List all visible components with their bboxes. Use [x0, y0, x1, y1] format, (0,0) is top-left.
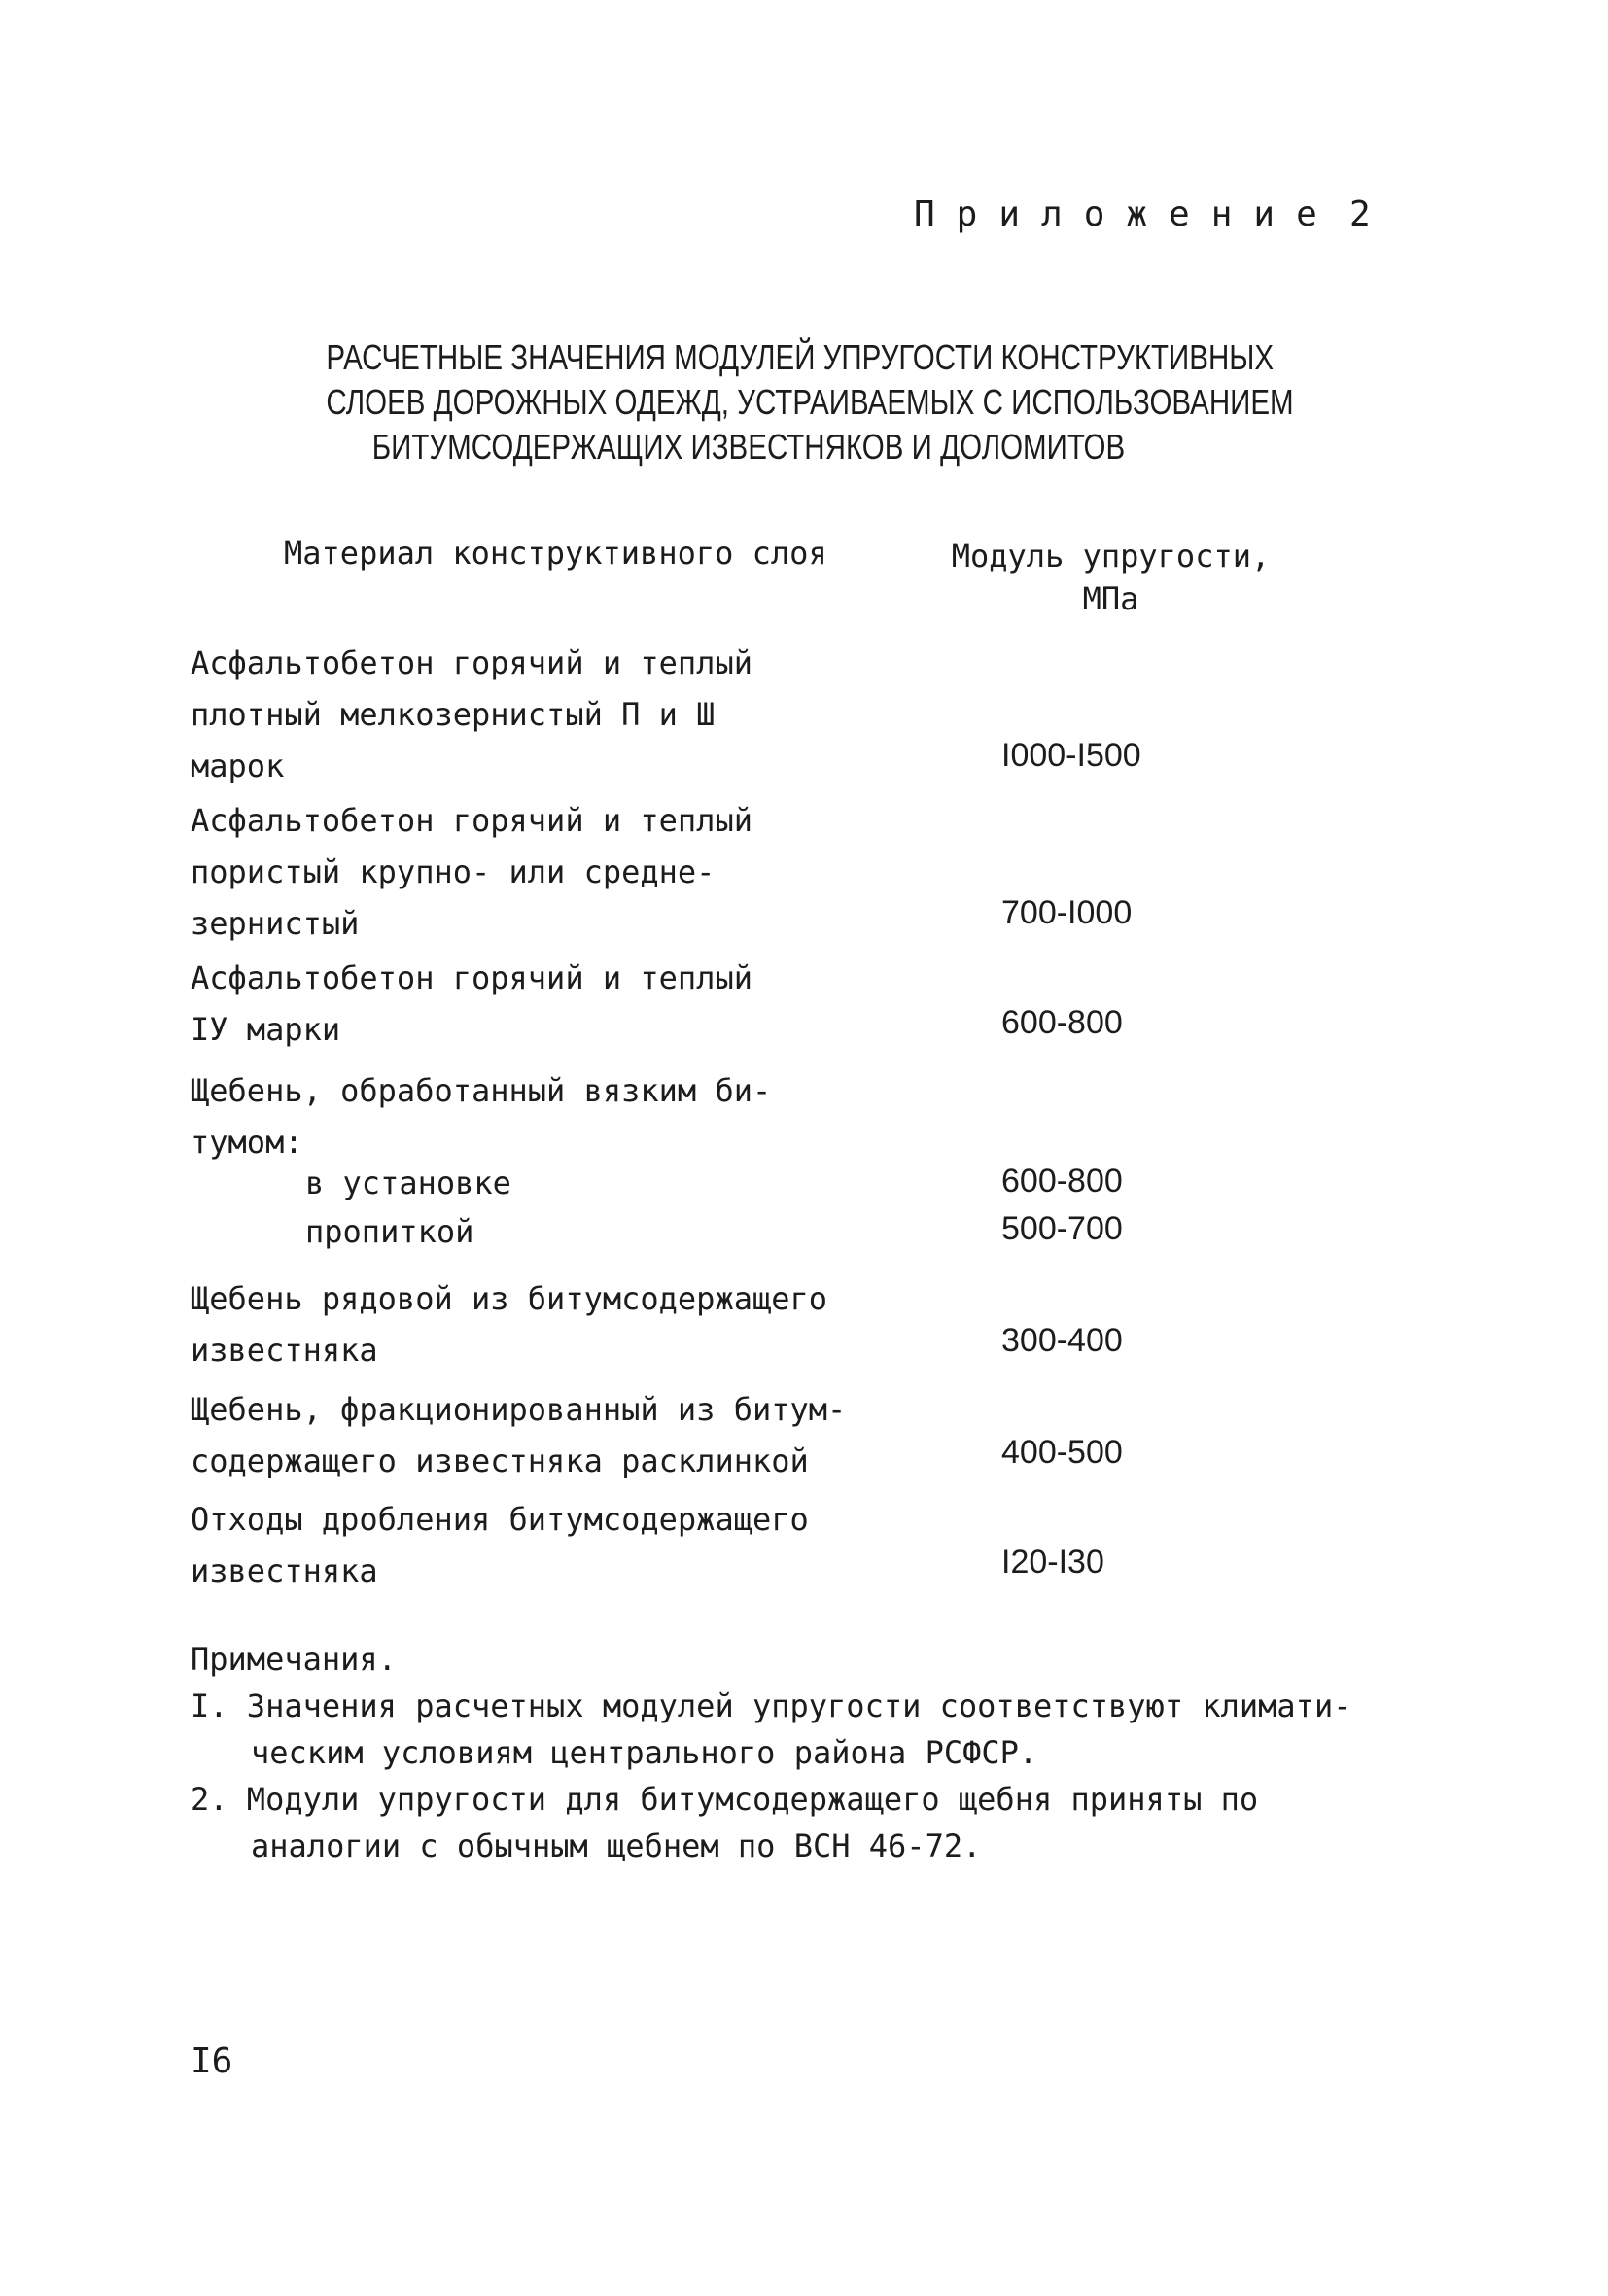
table-row [191, 1494, 809, 1597]
note-text: аналогии с обычным щебнем по ВСН 46-72. [251, 1827, 982, 1864]
material-text: плотный мелкозернистый П и Ш [191, 696, 716, 733]
document-title [326, 335, 1294, 470]
material-text: Щебень рядовой из битумсодержащего [191, 1280, 828, 1317]
material-text: Щебень, фракционированный из битум- [191, 1391, 847, 1428]
table-row [191, 1065, 771, 1168]
column-header-modulus-unit: МПа [1082, 580, 1139, 617]
material-text: Щебень, обработанный вязким би- [191, 1072, 772, 1109]
material-text: марок [191, 748, 285, 784]
material-text: Асфальтобетон горячий и теплый [191, 959, 752, 996]
title-line: БИТУМСОДЕРЖАЩИХ ИЗВЕСТНЯКОВ И ДОЛОМИТОВ [371, 427, 1126, 467]
note-text: 2. Модули упругости для битумсодержащего щебня приняты по [191, 1781, 1259, 1818]
table-row [191, 795, 752, 950]
column-header-material: Материал конструктивного слоя [284, 535, 827, 572]
material-text: тумом: [191, 1124, 303, 1161]
modulus-value: 600-800 [1001, 1163, 1123, 1200]
title-line: РАСЧЕТНЫЕ ЗНАЧЕНИЯ МОДУЛЕЙ УПРУГОСТИ КОНСТРУКТИВНЫХ [326, 337, 1275, 377]
material-text: Асфальтобетон горячий и теплый [191, 644, 752, 681]
table-row [191, 1273, 827, 1376]
material-text: Отходы дробления битумсодержащего [191, 1501, 809, 1538]
notes-section [191, 1636, 1351, 1869]
page-number: I6 [191, 2041, 233, 2081]
notes-heading: Примечания. [191, 1641, 397, 1678]
sub-item-label: в установке [305, 1165, 511, 1201]
column-header-modulus-line: Модуль упругости, [951, 538, 1271, 574]
sub-item-label: пропиткой [305, 1213, 474, 1250]
material-text: IУ марки [191, 1011, 341, 1048]
modulus-value: I20-I30 [1001, 1544, 1104, 1581]
appendix-number: 2 [1349, 194, 1371, 234]
table-row [191, 953, 752, 1056]
material-text: Асфальтобетон горячий и теплый [191, 802, 752, 839]
modulus-value: 300-400 [1001, 1322, 1123, 1359]
material-text: зернистый [191, 905, 360, 942]
table-row [191, 1384, 846, 1487]
modulus-value: 600-800 [1001, 1004, 1123, 1041]
material-text: пористый крупно- или средне- [191, 853, 716, 890]
material-text: содержащего известняка расклинкой [191, 1443, 809, 1479]
table-row [191, 638, 752, 792]
column-header-modulus [938, 535, 1283, 620]
modulus-value: I000-I500 [1001, 737, 1141, 774]
title-line: СЛОЕВ ДОРОЖНЫХ ОДЕЖД, УСТРАИВАЕМЫХ С ИСПОЛЬЗОВАНИЕМ [326, 382, 1294, 422]
material-text: известняка [191, 1332, 378, 1369]
modulus-value: 400-500 [1001, 1434, 1123, 1471]
modulus-value: 500-700 [1001, 1210, 1123, 1247]
appendix-label: Приложение [914, 194, 1339, 234]
note-text: ческим условиям центрального района РСФСР. [251, 1734, 1038, 1771]
modulus-value: 700-I000 [1001, 894, 1133, 931]
note-text: I. Значения расчетных модулей упругости соответствуют климати- [191, 1687, 1352, 1724]
material-text: известняка [191, 1552, 378, 1589]
